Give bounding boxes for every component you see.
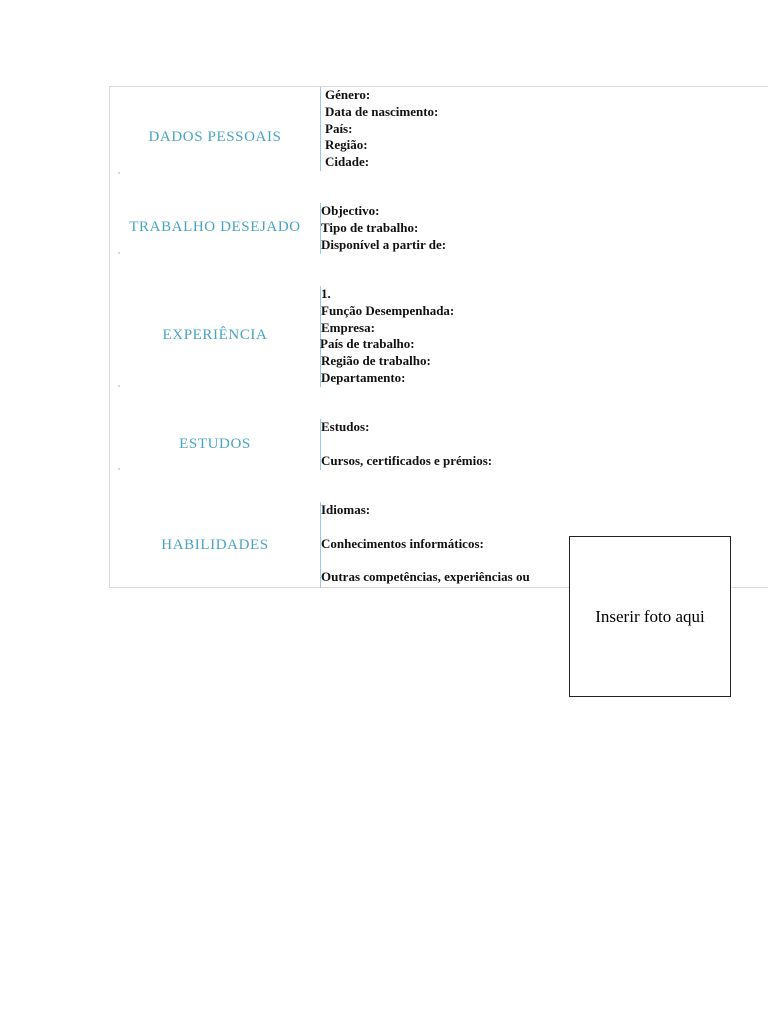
field-regiao: Região: — [325, 137, 368, 152]
field-departamento: Departamento: — [321, 370, 406, 385]
divider-dot — [118, 172, 120, 174]
divider-dot — [118, 385, 120, 387]
field-regiao-trabalho: Região de trabalho: — [321, 353, 431, 368]
field-funcao: Função Desempenhada: — [321, 303, 455, 318]
field-idiomas: Idiomas: — [321, 502, 371, 517]
section-label-experiencia: EXPERIÊNCIA — [162, 327, 268, 343]
section-label-dados-pessoais: DADOS PESSOAIS — [148, 129, 282, 145]
section-label-estudos: ESTUDOS — [179, 436, 251, 452]
field-block-dados-pessoais — [320, 87, 439, 171]
field-estudos: Estudos: — [321, 419, 370, 434]
field-data-nascimento: Data de nascimento: — [325, 104, 439, 119]
field-cursos: Cursos, certificados e prémios: — [321, 453, 493, 468]
field-block-experiencia — [320, 286, 455, 387]
field-outras-competencias: Outras competências, experiências ou — [321, 569, 530, 584]
field-genero: Género: — [325, 87, 371, 102]
field-empresa: Empresa: — [321, 320, 375, 335]
field-numero: 1. — [321, 286, 331, 301]
field-pais: País: — [325, 121, 353, 136]
divider-dot — [118, 468, 120, 470]
section-label-habilidades: HABILIDADES — [161, 537, 269, 553]
field-objectivo: Objectivo: — [321, 203, 380, 218]
photo-placeholder-box[interactable] — [569, 536, 731, 697]
field-block-habilidades — [320, 502, 530, 588]
field-tipo-trabalho: Tipo de trabalho: — [321, 220, 419, 235]
field-disponivel: Disponível a partir de: — [321, 237, 447, 252]
section-label-trabalho-desejado: TRABALHO DESEJADO — [129, 219, 301, 235]
divider-dot — [118, 252, 120, 254]
field-block-estudos — [320, 419, 493, 470]
field-cidade: Cidade: — [325, 154, 370, 169]
field-conhecimentos-informaticos: Conhecimentos informáticos: — [321, 536, 484, 551]
photo-placeholder-text: Inserir foto aqui — [595, 606, 705, 626]
field-block-trabalho-desejado — [320, 203, 447, 254]
field-pais-trabalho: País de trabalho: — [320, 336, 415, 351]
